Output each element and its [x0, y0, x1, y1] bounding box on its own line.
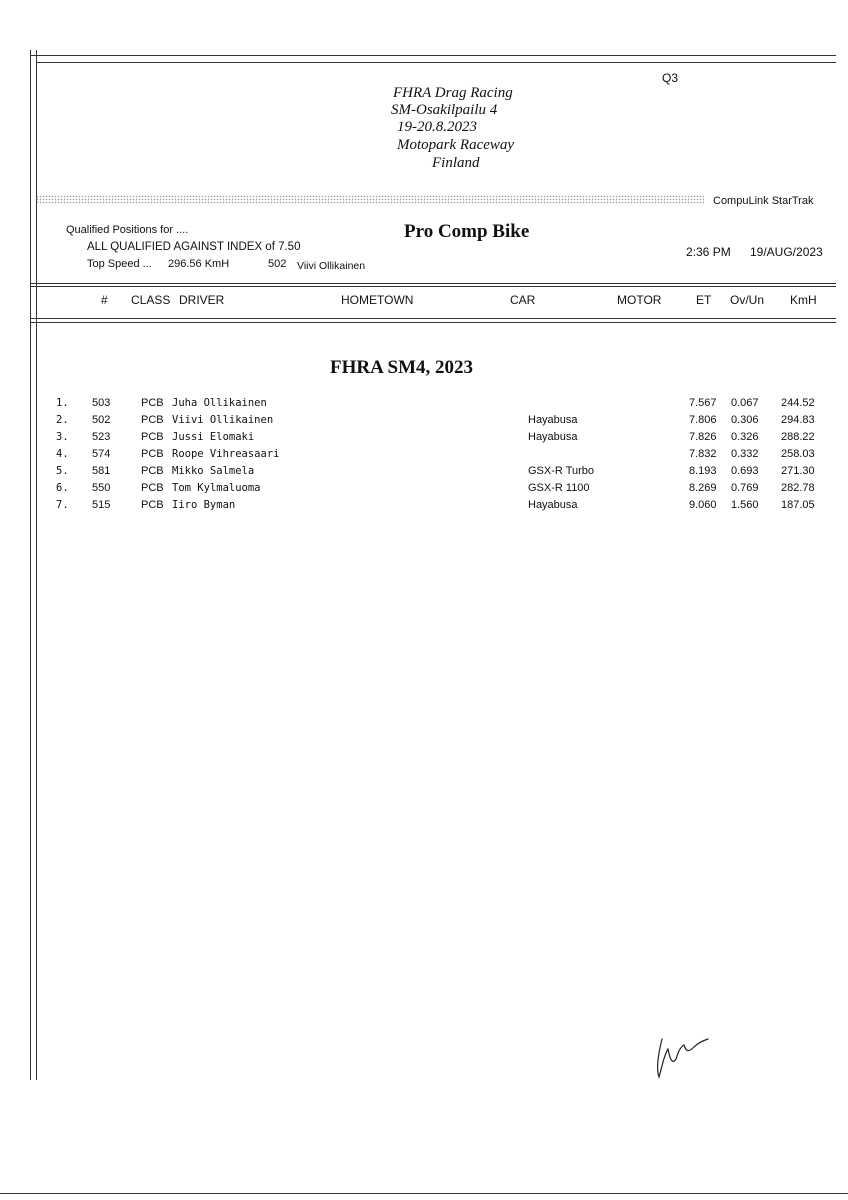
- col-header-class: CLASS: [131, 293, 171, 307]
- row-et: 7.806: [689, 414, 717, 426]
- row-driver: Jussi Elomaki: [172, 431, 255, 443]
- qualified-heading: Qualified Positions for ....: [66, 224, 189, 236]
- col-header-kmh: KmH: [790, 293, 817, 307]
- row-number: 574: [92, 448, 111, 460]
- row-car: Hayabusa: [528, 431, 578, 443]
- row-class: PCB: [141, 397, 164, 409]
- row-class: PCB: [141, 499, 164, 511]
- signature: [650, 1025, 720, 1085]
- row-et: 7.567: [689, 397, 717, 409]
- row-number: 550: [92, 482, 111, 494]
- system-label: CompuLink StarTrak: [713, 195, 814, 207]
- row-kmh: 294.83: [781, 414, 815, 426]
- row-kmh: 244.52: [781, 397, 815, 409]
- row-ovun: 0.769: [731, 482, 759, 494]
- table-row: [0, 448, 848, 465]
- row-class: PCB: [141, 431, 164, 443]
- row-driver: Roope Vihreasaari: [172, 448, 280, 460]
- row-position: 5.: [56, 465, 69, 477]
- report-date: 19/AUG/2023: [750, 245, 823, 259]
- row-position: 6.: [56, 482, 69, 494]
- venue: Motopark Raceway: [397, 137, 515, 153]
- col-header-driver: DRIVER: [179, 293, 225, 307]
- table-row: [0, 465, 848, 482]
- page-bottom-line: [0, 1193, 848, 1194]
- top-speed-value: 296.56 KmH: [168, 258, 230, 270]
- row-driver: Iiro Byman: [172, 499, 236, 511]
- row-position: 2.: [56, 414, 69, 426]
- header-divider-bottom: [30, 318, 836, 319]
- row-class: PCB: [141, 465, 164, 477]
- row-driver: Mikko Salmela: [172, 465, 255, 477]
- col-header-car: CAR: [510, 293, 536, 307]
- row-car: GSX-R 1100: [528, 482, 590, 494]
- header-divider-top-2: [30, 286, 836, 287]
- table-row: [0, 431, 848, 448]
- row-ovun: 0.306: [731, 414, 759, 426]
- row-car: GSX-R Turbo: [528, 465, 595, 477]
- dotted-separator: [36, 195, 704, 204]
- top-speed-label: Top Speed ...: [87, 258, 152, 270]
- col-header-motor: MOTOR: [617, 293, 662, 307]
- row-number: 503: [92, 397, 111, 409]
- row-kmh: 282.78: [781, 482, 815, 494]
- header-divider-top: [30, 283, 836, 284]
- event-subtitle: SM-Osakilpailu 4: [391, 102, 498, 118]
- col-header-ovun: Ov/Un: [730, 293, 765, 307]
- header-divider-bottom-2: [30, 322, 836, 323]
- row-ovun: 0.332: [731, 448, 759, 460]
- row-et: 8.269: [689, 482, 717, 494]
- row-kmh: 187.05: [781, 499, 815, 511]
- class-title: Pro Comp Bike: [404, 221, 530, 242]
- row-ovun: 0.067: [731, 397, 759, 409]
- country: Finland: [432, 155, 480, 171]
- row-class: PCB: [141, 414, 164, 426]
- row-et: 8.193: [689, 465, 717, 477]
- row-kmh: 271.30: [781, 465, 815, 477]
- row-position: 4.: [56, 448, 69, 460]
- top-speed-driver: Viivi Ollikainen: [297, 260, 366, 272]
- report-code: Q3: [662, 71, 679, 85]
- table-row: [0, 414, 848, 431]
- col-header-hometown: HOMETOWN: [341, 293, 414, 307]
- col-header-num: #: [101, 293, 108, 307]
- row-number: 502: [92, 414, 111, 426]
- row-car: Hayabusa: [528, 499, 578, 511]
- row-class: PCB: [141, 482, 164, 494]
- row-et: 7.826: [689, 431, 717, 443]
- frame-left-outer: [30, 50, 31, 1080]
- row-et: 7.832: [689, 448, 717, 460]
- table-row: [0, 482, 848, 499]
- event-dates: 19-20.8.2023: [397, 119, 477, 135]
- table-row: [0, 397, 848, 414]
- frame-top-line-2: [36, 62, 836, 63]
- event-title: FHRA Drag Racing: [393, 85, 513, 101]
- row-position: 1.: [56, 397, 69, 409]
- row-ovun: 1.560: [731, 499, 759, 511]
- row-driver: Juha Ollikainen: [172, 397, 267, 409]
- report-time: 2:36 PM: [686, 245, 731, 259]
- table-row: [0, 499, 848, 516]
- frame-top-line: [30, 55, 836, 56]
- row-driver: Tom Kylmaluoma: [172, 482, 261, 494]
- row-ovun: 0.693: [731, 465, 759, 477]
- frame-left-inner: [36, 50, 37, 1080]
- row-kmh: 288.22: [781, 431, 815, 443]
- row-car: Hayabusa: [528, 414, 578, 426]
- row-number: 523: [92, 431, 111, 443]
- row-class: PCB: [141, 448, 164, 460]
- row-number: 515: [92, 499, 111, 511]
- top-speed-num: 502: [268, 258, 287, 270]
- index-line: ALL QUALIFIED AGAINST INDEX of 7.50: [87, 241, 301, 253]
- row-driver: Viivi Ollikainen: [172, 414, 274, 426]
- row-position: 3.: [56, 431, 69, 443]
- row-ovun: 0.326: [731, 431, 759, 443]
- section-title: FHRA SM4, 2023: [330, 357, 474, 378]
- row-number: 581: [92, 465, 111, 477]
- col-header-et: ET: [696, 293, 712, 307]
- row-kmh: 258.03: [781, 448, 815, 460]
- row-position: 7.: [56, 499, 69, 511]
- row-et: 9.060: [689, 499, 717, 511]
